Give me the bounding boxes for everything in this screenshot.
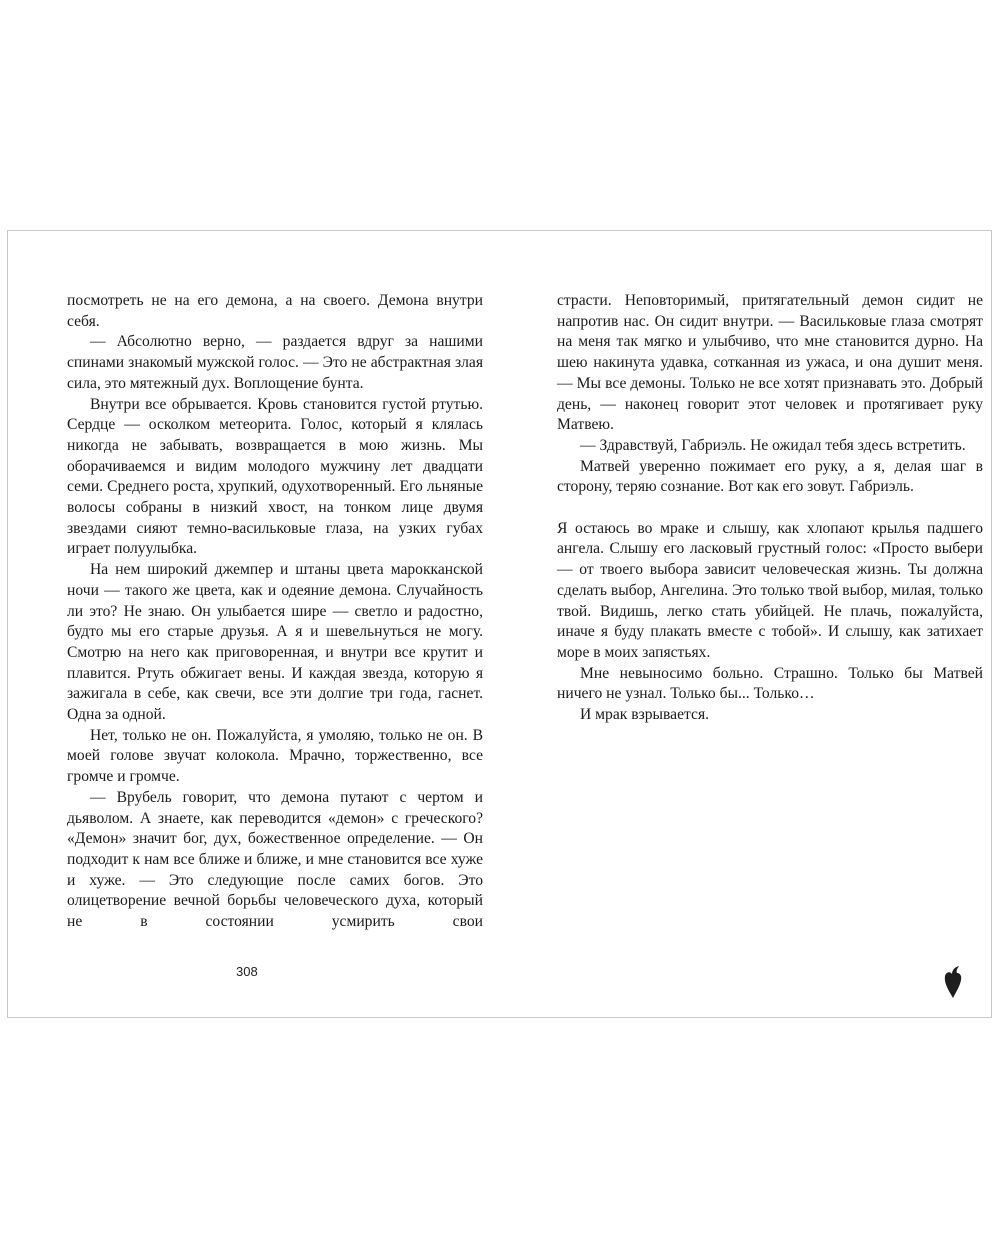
heart-leaf-ornament-icon xyxy=(942,964,964,1000)
paragraph: Я остаюсь во мраке и слышу, как хлопают крылья падшего ангела. Слышу его ласковый грустный голос: «Просто выбери — от твоего выбора зависит человеческая жизнь. Ты должна сделать выбор, Ангелина. Это только твой выбор, милая, только твой. Видишь, легко стать убийцей. Не плачь, пожалуйста, иначе я буду плакать вместе с тобой». И слышу, как затихает море в моих запястьях. xyxy=(557,519,983,661)
right-page xyxy=(557,291,983,726)
paragraph: страсти. Неповторимый, притягательный демон сидит не напротив нас. Он сидит внутри. — Васильковые глаза смотрят на меня так мягко и улыбчиво, что мне становится дурно. На шею накинута удавка, сотканная из ужаса, и она душит меня. — Мы все демоны. Только не все хотят признавать это. Добрый день, — наконец говорит этот человек и протягивает руку Матвею. xyxy=(557,292,983,434)
paragraph: — Врубель говорит, что демона путают с чертом и дьяволом. А знаете, как переводится «демон» с греческого? «Демон» значит бог, дух, божественное определение. — Он подходит к нам все ближе и ближе, и мне становится все хуже и хуже. — Это следующие после самих богов. Это олицетворение вечной борьбы человеческого духа, который не в состоянии усмирить свои xyxy=(67,788,483,931)
section-break xyxy=(557,498,983,519)
paragraph: На нем широкий джемпер и штаны цвета марокканской ночи — такого же цвета, как и одеяние демона. Случайность ли это? Не знаю. Он улыбается шире — светло и радостно, будто мы его старые друзья. А я и шевельнуться не могу. Смотрю на него как приговоренная, и внутри все крутит и плавится. Ртуть обжигает вены. И каждая звезда, которую я зажигала в себе, как свечи, все эти долгие три года, гаснет. Одна за одной. xyxy=(67,561,483,724)
paragraph: Нет, только не он. Пожалуйста, я умоляю, только не он. В моей голове звучат колокола. Мрачно, торжественно, все громче и громче. xyxy=(67,726,483,786)
paragraph: — Абсолютно верно, — раздается вдруг за нашими спинами знакомый мужской голос. — Это не абстрактная злая сила, это мятежный дух. Воплощение бунта. xyxy=(67,333,483,392)
book-spread xyxy=(7,230,992,1018)
left-page xyxy=(67,291,483,933)
page-number: 308 xyxy=(236,964,258,979)
paragraph: Матвей уверенно пожимает его руку, а я, делая шаг в сторону, теряю сознание. Вот как его зовут. Габриэль. xyxy=(557,457,983,496)
paragraph: И мрак взрывается. xyxy=(580,706,710,724)
paragraph: Внутри все обрывается. Кровь становится густой ртутью. Сердце — осколком метеорита. Голос, который я клялась никогда не забывать, возвращается в мою жизнь. Мы оборачиваемся и видим молодого мужчину лет двадцати семи. Среднего роста, хрупкий, одухотворенный. Его льняные волосы собраны в низкий хвост, на тонком лице двумя звездами сияют темно-васильковые глаза, на узких губах играет полуулыбка. xyxy=(67,395,483,558)
paragraph: Мне невыносимо больно. Страшно. Только бы Матвей ничего не узнал. Только бы... Только… xyxy=(557,664,983,703)
paragraph: — Здравствуй, Габриэль. Не ожидал тебя здесь встретить. xyxy=(580,436,966,454)
paragraph: посмотреть не на его демона, а на своего. Демона внутри себя. xyxy=(67,292,483,330)
